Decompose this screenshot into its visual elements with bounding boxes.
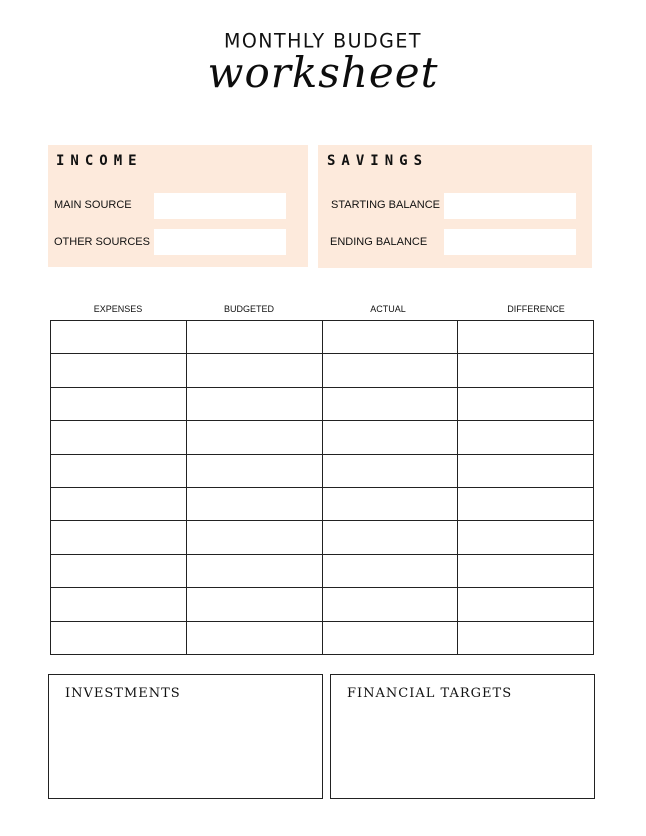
table-row xyxy=(51,421,594,454)
table-cell[interactable] xyxy=(458,588,594,621)
main-source-field[interactable] xyxy=(154,193,286,219)
table-row xyxy=(51,454,594,487)
table-cell[interactable] xyxy=(51,321,187,354)
table-cell[interactable] xyxy=(458,354,594,387)
table-cell[interactable] xyxy=(51,387,187,420)
table-row xyxy=(51,621,594,654)
table-cell[interactable] xyxy=(51,621,187,654)
table-cell[interactable] xyxy=(186,354,322,387)
expenses-table xyxy=(50,320,594,655)
table-cell[interactable] xyxy=(322,354,458,387)
table-cell[interactable] xyxy=(458,521,594,554)
table-cell[interactable] xyxy=(458,487,594,520)
table-row xyxy=(51,321,594,354)
table-cell[interactable] xyxy=(51,354,187,387)
table-cell[interactable] xyxy=(322,454,458,487)
table-row xyxy=(51,487,594,520)
other-sources-label: OTHER SOURCES xyxy=(54,236,150,248)
table-cell[interactable] xyxy=(186,521,322,554)
table-cell[interactable] xyxy=(458,387,594,420)
col-head-budgeted: BUDGETED xyxy=(223,304,274,314)
table-cell[interactable] xyxy=(186,387,322,420)
table-row xyxy=(51,554,594,587)
main-source-label: MAIN SOURCE xyxy=(54,199,132,211)
table-row xyxy=(51,387,594,420)
table-cell[interactable] xyxy=(322,588,458,621)
table-cell[interactable] xyxy=(458,454,594,487)
table-cell[interactable] xyxy=(51,487,187,520)
table-cell[interactable] xyxy=(51,554,187,587)
table-cell[interactable] xyxy=(322,421,458,454)
income-heading: INCOME xyxy=(56,153,143,169)
table-cell[interactable] xyxy=(322,621,458,654)
table-cell[interactable] xyxy=(322,487,458,520)
title-top: MONTHLY BUDGET xyxy=(223,29,423,53)
col-head-actual: ACTUAL xyxy=(370,304,406,314)
table-cell[interactable] xyxy=(186,554,322,587)
investments-title: INVESTMENTS xyxy=(65,686,181,701)
table-cell[interactable] xyxy=(458,554,594,587)
table-row xyxy=(51,521,594,554)
table-cell[interactable] xyxy=(322,321,458,354)
table-cell[interactable] xyxy=(458,321,594,354)
table-cell[interactable] xyxy=(186,454,322,487)
table-cell[interactable] xyxy=(51,454,187,487)
table-cell[interactable] xyxy=(186,588,322,621)
table-cell[interactable] xyxy=(322,387,458,420)
ending-balance-field[interactable] xyxy=(444,229,576,255)
financial-targets-title: FINANCIAL TARGETS xyxy=(347,686,513,701)
starting-balance-label: STARTING BALANCE xyxy=(331,199,441,211)
income-panel xyxy=(48,145,308,267)
investments-box[interactable] xyxy=(48,674,323,799)
table-cell[interactable] xyxy=(186,621,322,654)
starting-balance-field[interactable] xyxy=(444,193,576,219)
table-cell[interactable] xyxy=(186,487,322,520)
savings-panel xyxy=(318,145,592,268)
table-cell[interactable] xyxy=(51,421,187,454)
col-head-difference: DIFFERENCE xyxy=(507,304,565,314)
title-script: worksheet xyxy=(207,48,439,97)
savings-heading: SAVINGS xyxy=(327,153,429,169)
table-cell[interactable] xyxy=(458,621,594,654)
table-cell[interactable] xyxy=(322,554,458,587)
col-head-expenses: EXPENSES xyxy=(93,304,143,314)
table-cell[interactable] xyxy=(51,588,187,621)
table-row xyxy=(51,588,594,621)
table-cell[interactable] xyxy=(322,521,458,554)
table-row xyxy=(51,354,594,387)
table-cell[interactable] xyxy=(458,421,594,454)
ending-balance-label: ENDING BALANCE xyxy=(330,236,428,248)
table-cell[interactable] xyxy=(186,321,322,354)
other-sources-field[interactable] xyxy=(154,229,286,255)
table-cell[interactable] xyxy=(186,421,322,454)
financial-targets-box[interactable] xyxy=(330,674,595,799)
table-cell[interactable] xyxy=(51,521,187,554)
